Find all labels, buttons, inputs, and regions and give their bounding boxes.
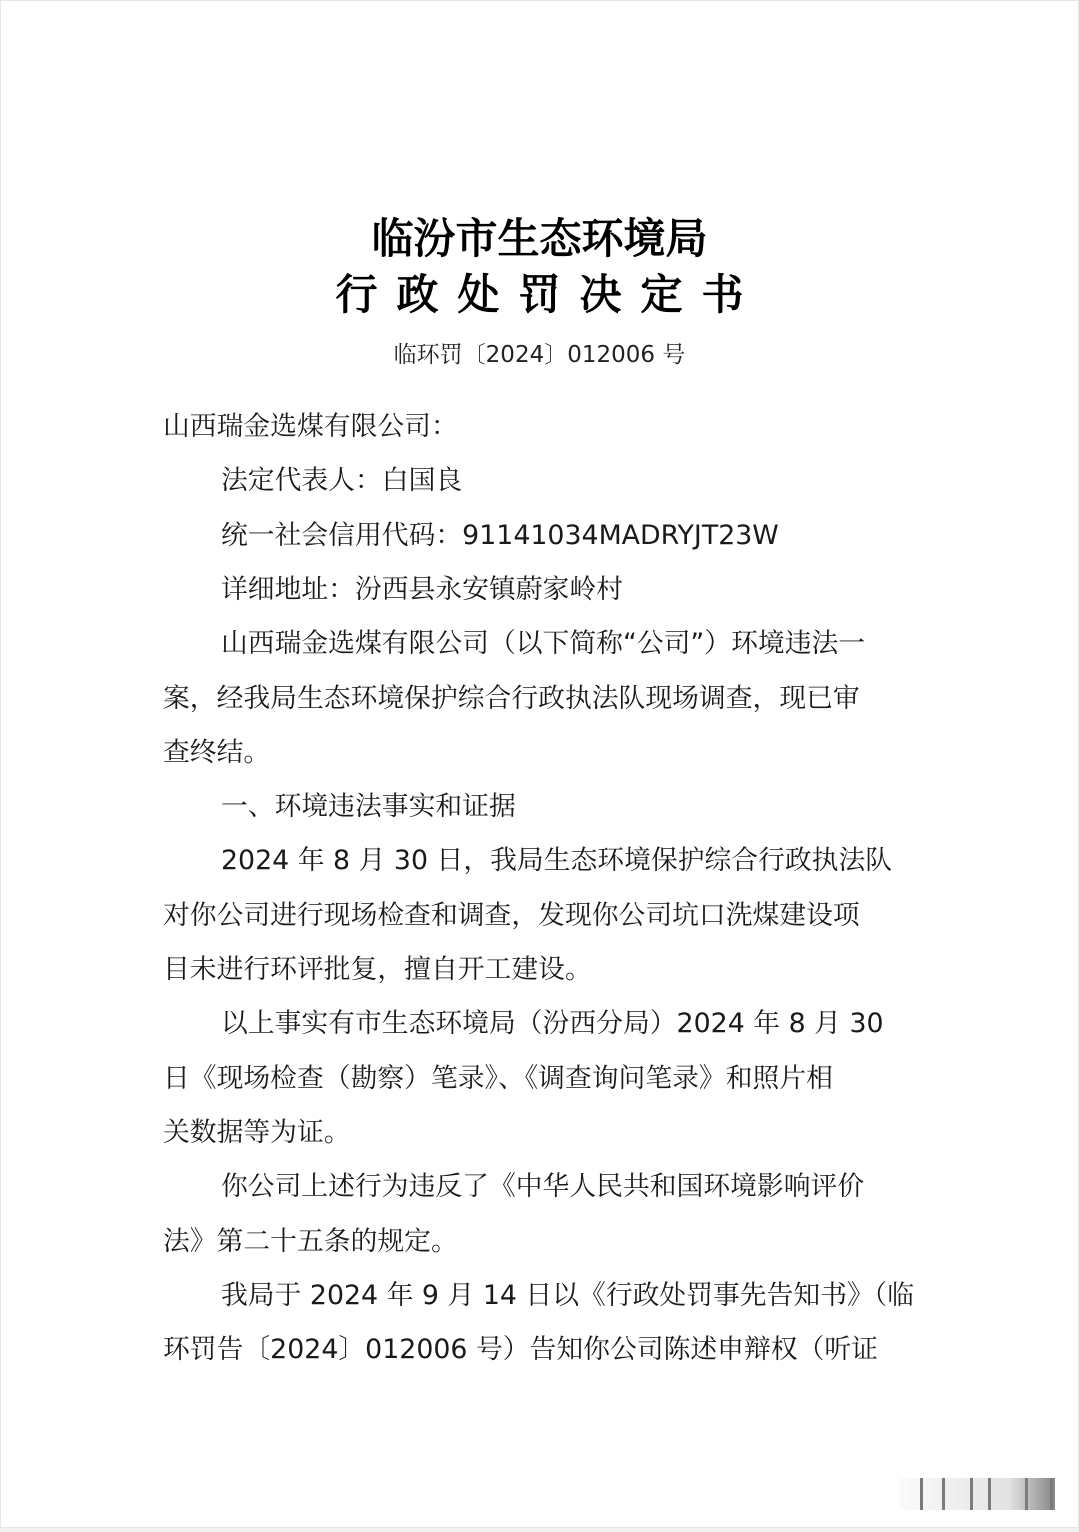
text-line: 2024 年 8 月 30 日，我局生态环境保护综合行政执法队 xyxy=(221,845,893,877)
text-line: 你公司上述行为违反了《中华人民共和国环境影响评价 xyxy=(221,1171,865,1203)
text-line: 以上事实有市生态环境局（汾西分局）2024 年 8 月 30 xyxy=(221,1008,884,1040)
text-line: 详细地址：汾西县永安镇蔚家岭村 xyxy=(221,573,623,605)
text-line: 统一社会信用代码：91141034MADRYJT23W xyxy=(221,519,779,551)
text-line: 我局于 2024 年 9 月 14 日以《行政处罚事先告知书》（临 xyxy=(221,1279,914,1311)
text-line: 法定代表人：白国良 xyxy=(221,465,463,497)
text-line: 法》第二十五条的规定。 xyxy=(163,1225,458,1257)
text-line: 对你公司进行现场检查和调查，发现你公司坑口洗煤建设项 xyxy=(163,899,860,931)
document-number: 临环罚〔2024〕012006 号 xyxy=(393,342,686,368)
text-line: 关数据等为证。 xyxy=(163,1116,351,1148)
text-line: 山西瑞金选煤有限公司： xyxy=(163,411,458,442)
text-line: 山西瑞金选煤有限公司（以下简称“公司”）环境违法一 xyxy=(221,628,866,660)
text-line: 日《现场检查（勘察）笔录》、《调查询问笔录》和照片相 xyxy=(163,1062,833,1094)
text-line: 案，经我局生态环境保护综合行政执法队现场调查，现已审 xyxy=(163,682,860,714)
text-line: 环罚告〔2024〕012006 号）告知你公司陈述申辩权（听证 xyxy=(163,1334,878,1366)
text-line: 查终结。 xyxy=(163,736,271,768)
text-line: 一、环境违法事实和证据 xyxy=(221,791,516,823)
bottom-strip xyxy=(0,1528,1079,1532)
text-line: 目未进行环评批复，擅自开工建设。 xyxy=(163,954,592,985)
agency-title: 临汾市生态环境局 xyxy=(371,214,708,263)
blurred-overlay-bar xyxy=(900,1478,1055,1510)
document-type-title: 行政处罚决定书 xyxy=(335,270,763,319)
